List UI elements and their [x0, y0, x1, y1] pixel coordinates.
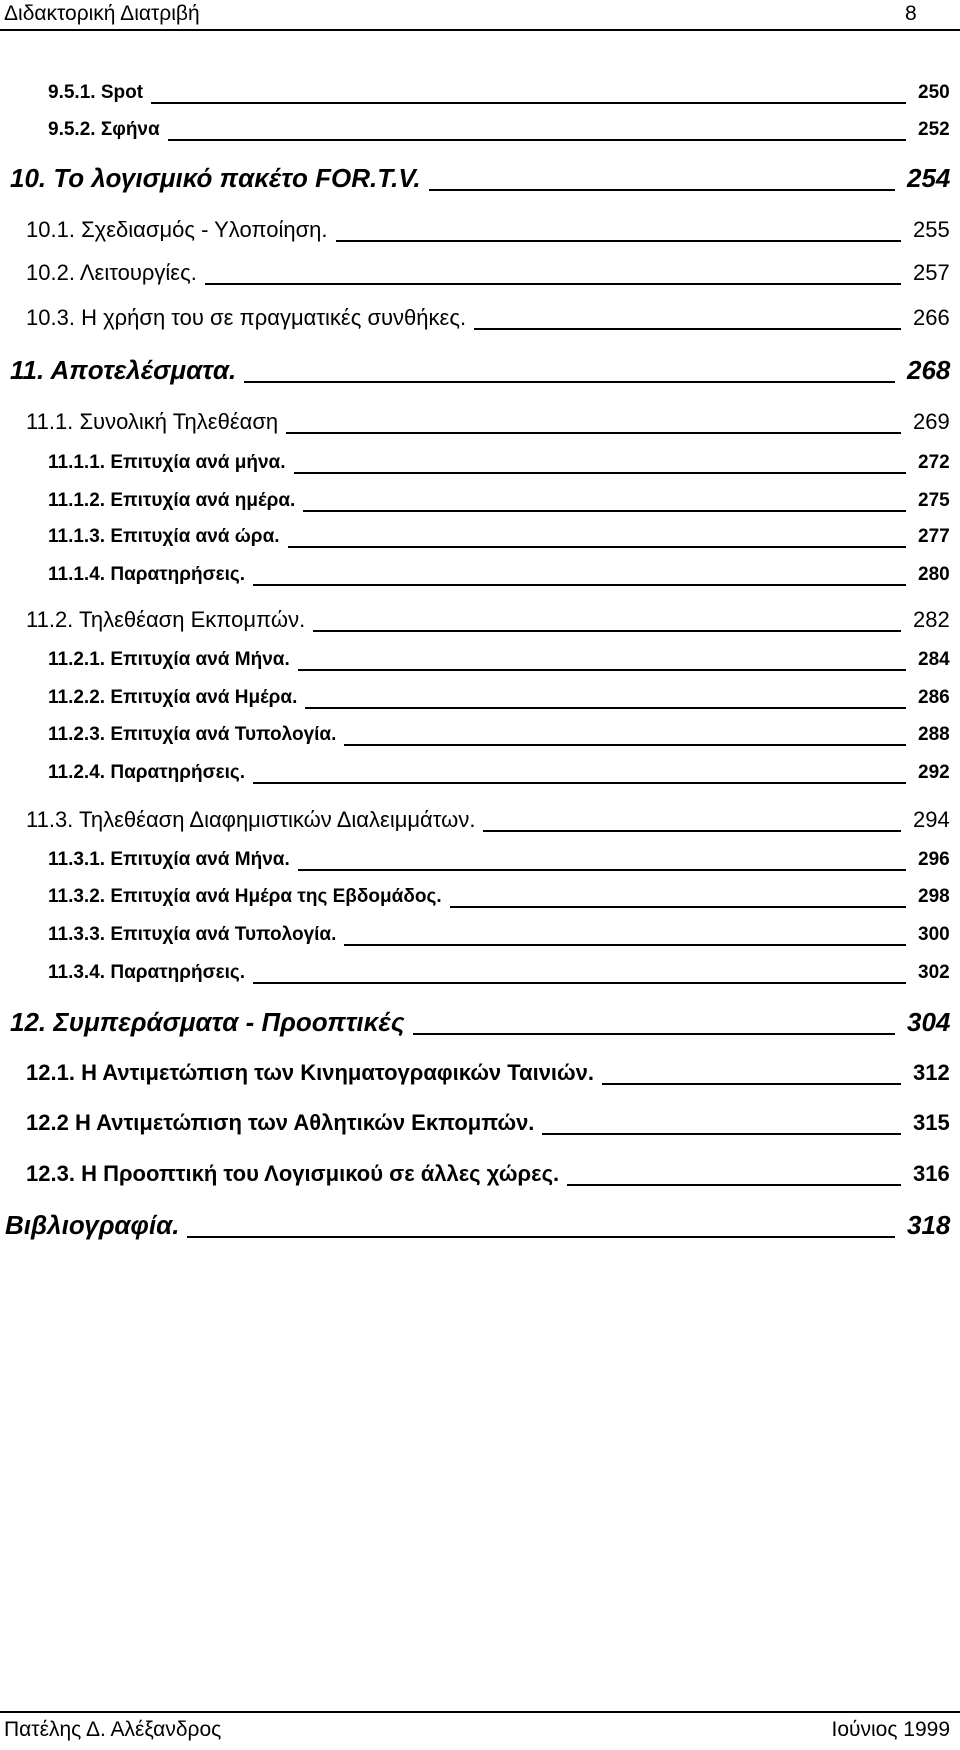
toc-entry-title [26, 1159, 559, 1189]
toc-leader-line [253, 982, 906, 984]
toc-entry-title [48, 683, 297, 713]
toc-entry-page: 255 [913, 217, 950, 242]
toc-entry-title [26, 805, 475, 835]
toc-leader-line [286, 432, 901, 434]
toc-leader-line [313, 630, 901, 632]
toc-entry[interactable] [0, 258, 960, 288]
toc-entry-number: 12.3. [26, 1161, 75, 1186]
toc-entry-title [48, 560, 245, 590]
toc-entry-title [26, 215, 328, 245]
toc-entry[interactable] [0, 1058, 960, 1088]
toc-entry-text: Η Αντιμετώπιση των Αθλητικών Εκπομπών. [74, 1110, 535, 1135]
toc-entry-number: 11.2. [26, 607, 74, 632]
toc-entry[interactable] [0, 163, 960, 193]
toc-entry-number: 12.2 [26, 1110, 69, 1135]
toc-entry-title [48, 448, 286, 478]
toc-leader-line [303, 510, 906, 512]
toc-entry-title [10, 163, 421, 193]
toc-entry-number: 9.5.2. [48, 119, 96, 140]
toc-entry[interactable] [0, 1007, 960, 1037]
toc-entry[interactable] [0, 758, 960, 788]
toc-entry-page: 282 [913, 607, 950, 632]
page-footer [0, 1700, 960, 1750]
toc-entry-text: Επιτυχία ανά μήνα. [110, 452, 286, 473]
toc-entry-text: Σχεδιασμός - Υλοποίηση. [81, 217, 328, 242]
toc-entry-page: 286 [918, 687, 950, 708]
toc-entry-page: 284 [918, 649, 950, 670]
toc-leader-line [344, 944, 906, 946]
toc-entry-text: Η χρήση του σε πραγματικές συνθήκες. [81, 305, 467, 330]
toc-entry[interactable] [0, 1108, 960, 1138]
toc-entry-title [26, 1058, 594, 1088]
toc-entry-page: 269 [913, 409, 950, 434]
toc-entry-title [48, 845, 290, 875]
toc-leader-line [253, 782, 906, 784]
toc-entry-page: 300 [918, 924, 950, 945]
toc-leader-line [413, 1033, 895, 1035]
toc-entry-number: 11.3.2. [48, 886, 106, 907]
toc-entry-text: Επιτυχία ανά ημέρα. [110, 490, 296, 511]
toc-entry-page: 272 [918, 452, 950, 473]
toc-entry-title [48, 920, 336, 950]
toc-entry[interactable] [0, 882, 960, 912]
toc-entry-number: 11.1.2. [48, 490, 106, 511]
toc-entry[interactable] [0, 115, 960, 145]
toc-entry[interactable] [0, 407, 960, 437]
toc-entry-text: Η Προοπτική του Λογισμικού σε άλλες χώρες. [81, 1161, 560, 1186]
toc-leader-line [205, 283, 901, 285]
toc-entry-number: 11.2.3. [48, 724, 106, 745]
toc-entry-title [48, 645, 290, 675]
toc-entry-page: 268 [907, 355, 951, 385]
toc-entry-number: 10.3. [26, 305, 75, 330]
toc-entry-title [26, 605, 305, 635]
toc-leader-line [450, 906, 906, 908]
toc-entry[interactable] [0, 1210, 960, 1240]
toc-leader-line [298, 669, 906, 671]
toc-entry[interactable] [0, 683, 960, 713]
toc-entry-text: Επιτυχία ανά Μήνα. [110, 649, 290, 670]
toc-entry[interactable] [0, 355, 960, 385]
toc-entry-number: 11.1. [26, 409, 74, 434]
toc-leader-line [151, 102, 906, 104]
toc-entry-text: Αποτελέσματα. [50, 355, 237, 385]
toc-leader-line [253, 584, 906, 586]
toc-entry-page: 298 [918, 886, 950, 907]
toc-entry-title [5, 1210, 179, 1240]
toc-leader-line [298, 869, 906, 871]
toc-entry-title [48, 882, 442, 912]
toc-leader-line [168, 139, 906, 141]
toc-entry-number: 10.1. [26, 217, 75, 242]
toc-entry-title [26, 303, 466, 333]
footer-rule [0, 1711, 960, 1713]
toc-entry-page: 315 [913, 1110, 950, 1135]
toc-entry-title [10, 1007, 405, 1037]
toc-entry-title [26, 407, 278, 437]
toc-entry[interactable] [0, 1159, 960, 1189]
toc-entry-text: Τηλεθέαση Εκπομπών. [79, 607, 306, 632]
toc-entry-text: Λειτουργίες. [79, 260, 197, 285]
toc-entry[interactable] [0, 78, 960, 108]
toc-entry-text: Σφήνα [100, 119, 160, 140]
toc-entry-page: 302 [918, 962, 950, 983]
toc-entry-text: Παρατηρήσεις. [110, 962, 246, 983]
toc-entry-text: Παρατηρήσεις. [110, 762, 246, 783]
toc-leader-line [244, 381, 895, 383]
toc-entry-title [26, 1108, 534, 1138]
document-title: Διδακτορική Διατριβή [4, 2, 200, 25]
toc-entry-page: 254 [907, 163, 951, 193]
toc-entry-text: Συνολική Τηλεθέαση [79, 409, 279, 434]
toc-entry-text: Spot [100, 82, 144, 103]
toc-entry-page: 257 [913, 260, 950, 285]
toc-entry-text: Παρατηρήσεις. [110, 564, 246, 585]
toc-entry[interactable] [0, 845, 960, 875]
toc-entry-number: 11.1.1. [48, 452, 106, 473]
toc-entry-page: 304 [907, 1007, 951, 1037]
toc-entry-number: 11.2.2. [48, 687, 106, 708]
toc-entry-number: 10. [10, 163, 47, 193]
toc-entry-page: 275 [918, 490, 950, 511]
toc-leader-line [567, 1184, 901, 1186]
toc-entry-number: 11.3.3. [48, 924, 106, 945]
toc-leader-line [288, 546, 906, 548]
page-number: 8 [905, 2, 917, 25]
toc-leader-line [294, 472, 906, 474]
toc-entry-title [10, 355, 236, 385]
toc-entry-number: 11.3.1. [48, 849, 106, 870]
toc-entry-text: Το λογισμικό πακέτο FOR.T.V. [53, 163, 421, 193]
toc-entry-text: Επιτυχία ανά Ημέρα. [110, 687, 298, 708]
toc-leader-line [542, 1133, 901, 1135]
toc-leader-line [602, 1083, 901, 1085]
toc-entry-page: 250 [918, 82, 950, 103]
footer-date: Ιούνιος 1999 [831, 1718, 950, 1741]
toc-entry-number: 10.2. [26, 260, 75, 285]
toc-leader-line [429, 189, 895, 191]
toc-entry-text: Επιτυχία ανά Τυπολογία. [110, 924, 337, 945]
toc-entry-title [48, 758, 245, 788]
toc-entry[interactable] [0, 215, 960, 245]
toc-entry-page: 292 [918, 762, 950, 783]
toc-entry-text: Επιτυχία ανά Ημέρα της Εβδομάδος. [110, 886, 442, 907]
toc-entry-number: 11.1.4. [48, 564, 106, 585]
toc-entry-number: 11.3.4. [48, 962, 106, 983]
toc-entry-title [48, 115, 160, 145]
toc-entry-number: 12.1. [26, 1060, 75, 1085]
toc-leader-line [336, 240, 901, 242]
toc-entry-number: 12. [10, 1007, 47, 1037]
toc-entry[interactable] [0, 303, 960, 333]
toc-leader-line [305, 707, 906, 709]
toc-entry-number: 11.2.1. [48, 649, 106, 670]
toc-entry-text: Επιτυχία ανά ώρα. [110, 526, 280, 547]
toc-entry-page: 277 [918, 526, 950, 547]
toc-entry-title [26, 258, 197, 288]
toc-entry-page: 296 [918, 849, 950, 870]
toc-entry-text: Επιτυχία ανά Τυπολογία. [110, 724, 337, 745]
toc-entry-title [48, 720, 336, 750]
toc-entry-page: 312 [913, 1060, 950, 1085]
toc-entry-page: 288 [918, 724, 950, 745]
toc-entry[interactable] [0, 522, 960, 552]
toc-entry-number: 11.3. [26, 807, 74, 832]
toc-entry-title [48, 486, 295, 516]
toc-entry-page: 316 [913, 1161, 950, 1186]
toc-entry-text: Συμπεράσματα - Προοπτικές [53, 1007, 405, 1037]
toc-entry[interactable] [0, 486, 960, 516]
toc-entry-title [48, 958, 245, 988]
toc-entry-page: 252 [918, 119, 950, 140]
toc-leader-line [187, 1236, 895, 1238]
toc-entry[interactable] [0, 605, 960, 635]
toc-entry-text: Επιτυχία ανά Μήνα. [110, 849, 290, 870]
toc-entry[interactable] [0, 448, 960, 478]
toc-entry-title [48, 78, 143, 108]
footer-author: Πατέλης Δ. Αλέξανδρος [4, 1718, 222, 1741]
toc-entry-page: 266 [913, 305, 950, 330]
toc-leader-line [344, 744, 906, 746]
toc-entry[interactable] [0, 560, 960, 590]
toc-entry-text: Βιβλιογραφία. [5, 1210, 180, 1240]
toc-entry-number: 9.5.1. [48, 82, 96, 103]
toc-entry-page: 294 [913, 807, 950, 832]
toc-leader-line [474, 328, 901, 330]
toc-entry[interactable] [0, 958, 960, 988]
toc-entry-text: Τηλεθέαση Διαφημιστικών Διαλειμμάτων. [79, 807, 476, 832]
toc-entry[interactable] [0, 805, 960, 835]
toc-entry[interactable] [0, 920, 960, 950]
toc-entry-number: 11. [10, 355, 45, 385]
toc-leader-line [483, 830, 901, 832]
toc-entry-text: Η Αντιμετώπιση των Κινηματογραφικών Ταινιών. [81, 1060, 594, 1085]
toc-entry[interactable] [0, 720, 960, 750]
toc-entry-number: 11.2.4. [48, 762, 106, 783]
toc-entry-title [48, 522, 280, 552]
toc-entry-page: 280 [918, 564, 950, 585]
toc-entry[interactable] [0, 645, 960, 675]
toc-entry-page: 318 [907, 1210, 951, 1240]
toc-entry-number: 11.1.3. [48, 526, 106, 547]
